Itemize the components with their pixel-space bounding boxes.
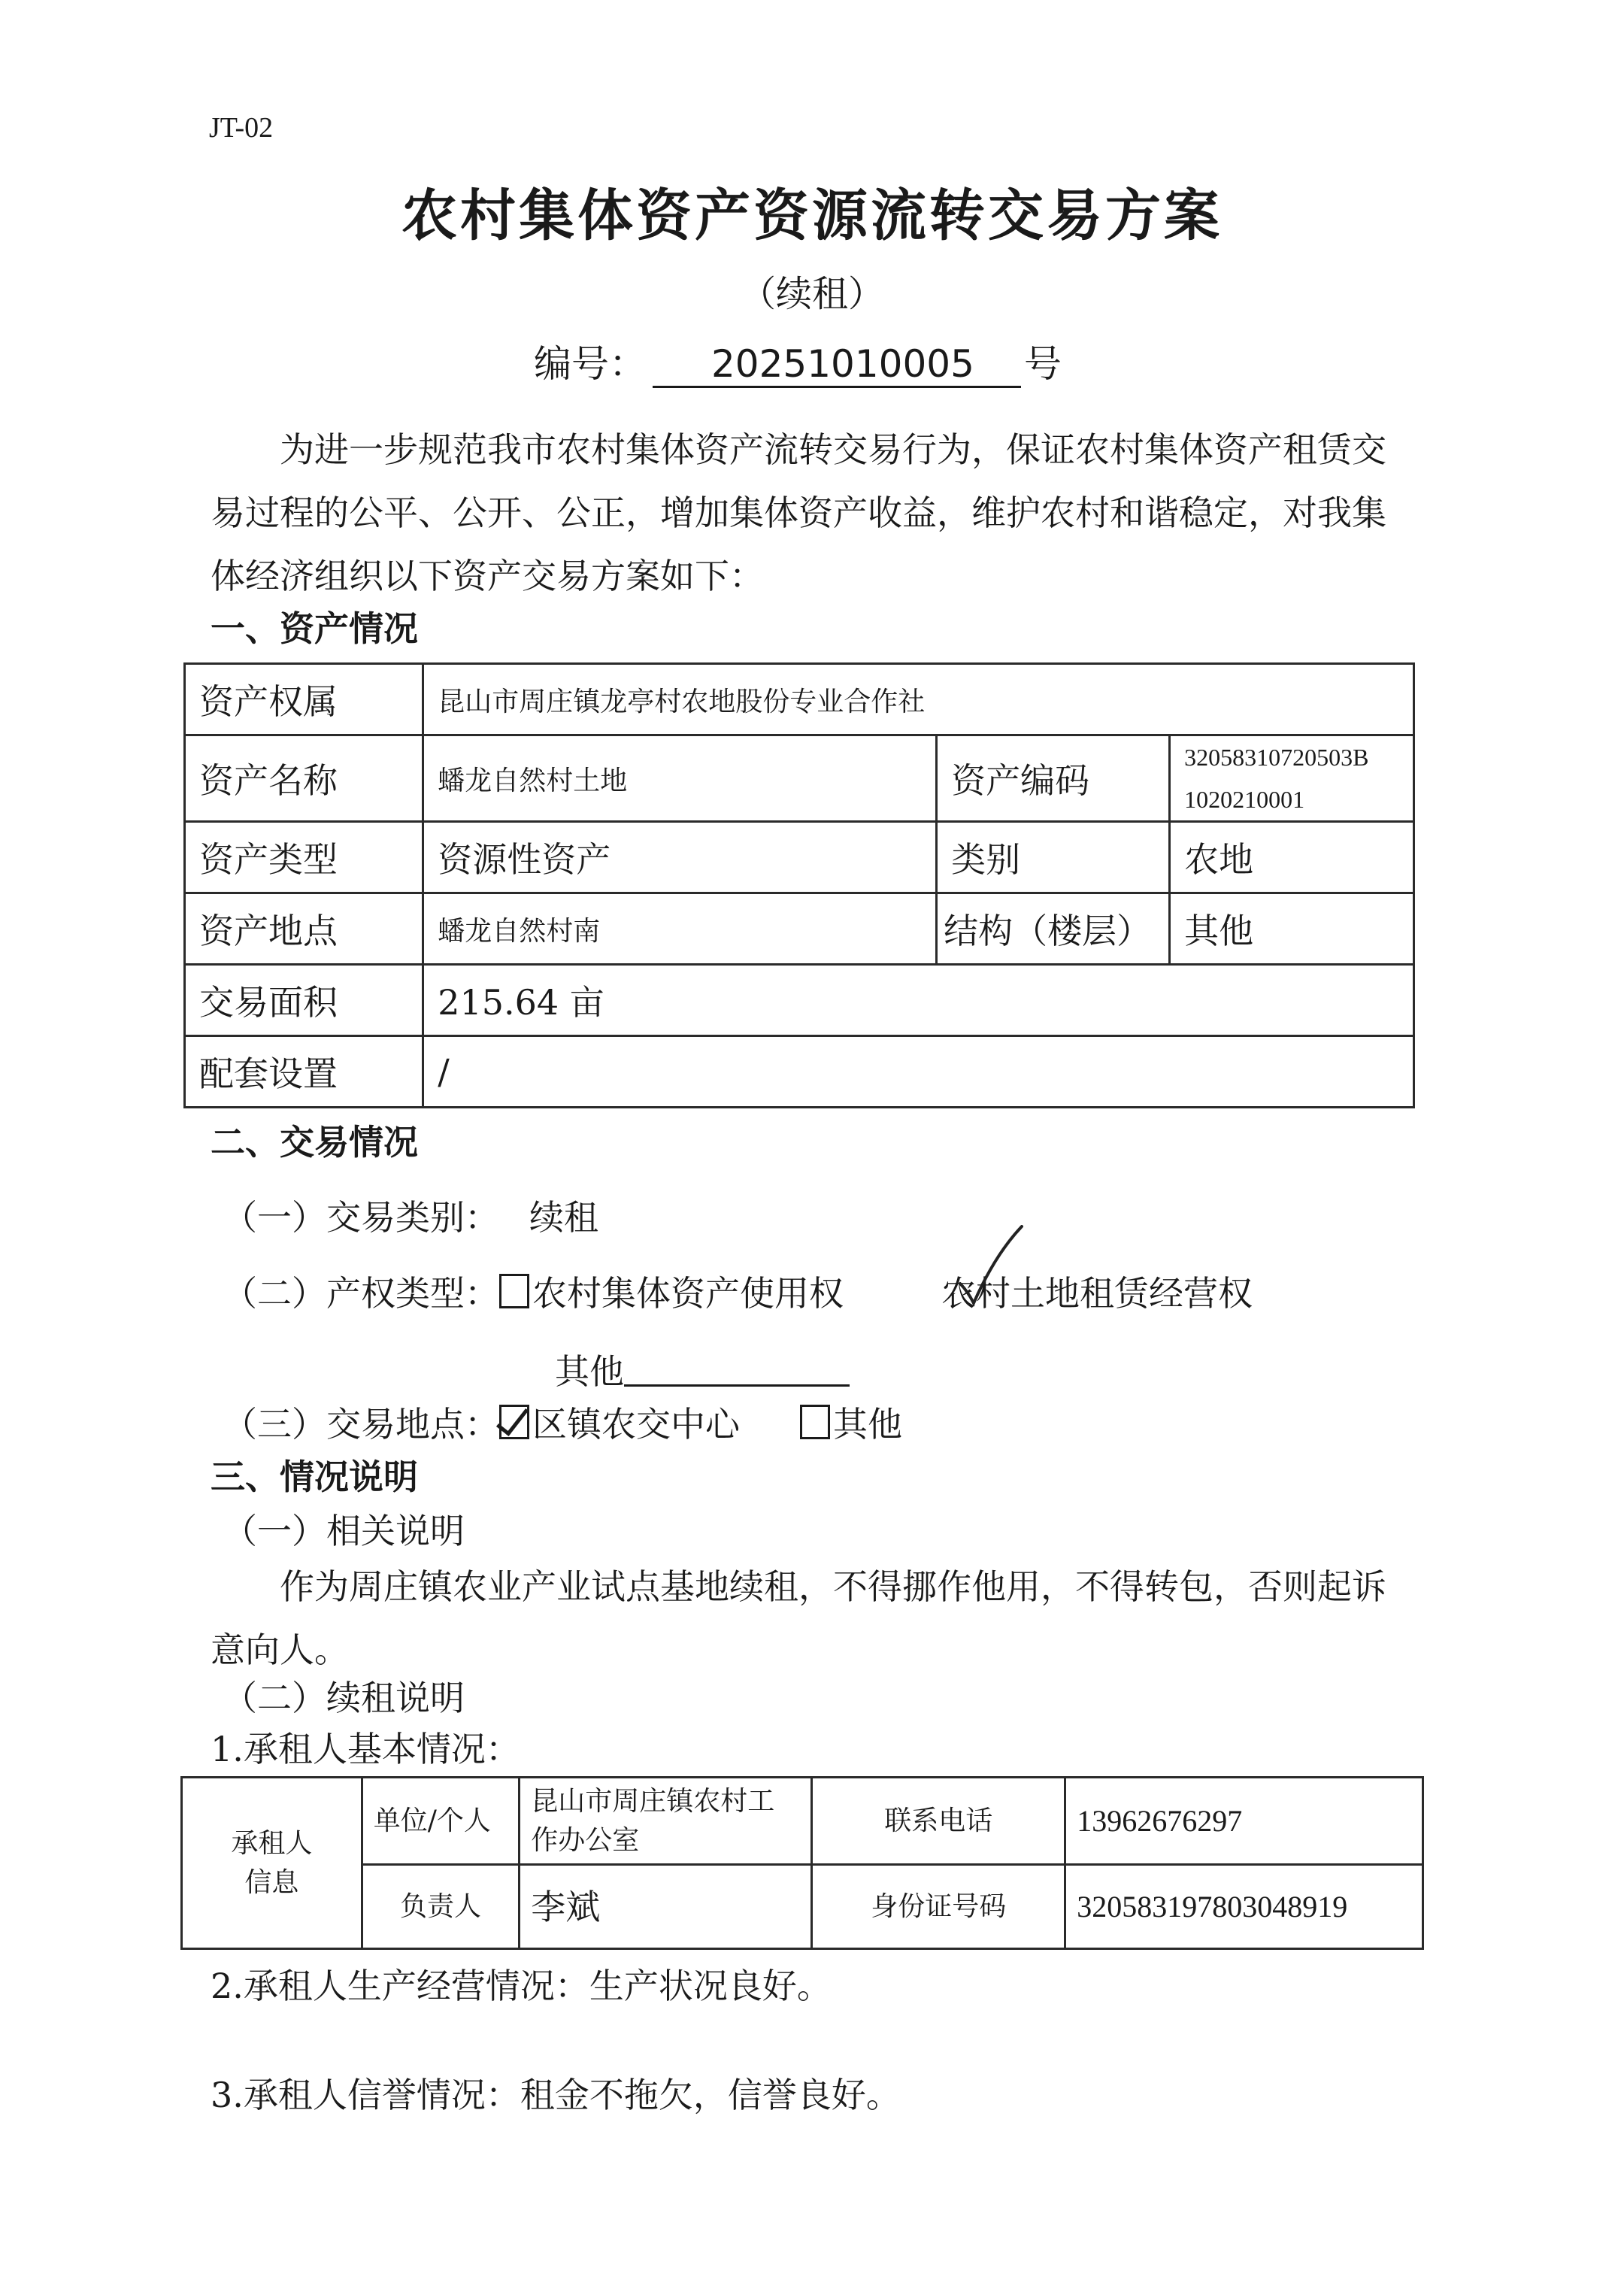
number-label: 编号： [534, 342, 647, 386]
table-row [185, 664, 1414, 735]
table-row [182, 1865, 1423, 1949]
property-other-blank[interactable] [624, 1354, 850, 1387]
sub1-heading: （一）相关说明 [223, 1511, 465, 1551]
asset-type-value: 资源性资产 [423, 822, 937, 893]
asset-code-line2: 1020210001 [1184, 786, 1305, 813]
section1-heading: 一、资产情况 [211, 608, 418, 649]
property-type-label: （二）产权类型： [223, 1273, 499, 1314]
asset-name-label: 资产名称 [185, 735, 423, 822]
document-number [534, 334, 1062, 388]
person-value: 李斌 [520, 1865, 812, 1949]
property-other-line [555, 1345, 850, 1394]
table-row [182, 1778, 1423, 1865]
area-value: 215.64 亩 [423, 965, 1414, 1036]
item1-text: 1.承租人基本情况： [211, 1729, 520, 1769]
option-venue-other: 其他 [833, 1404, 902, 1445]
form-code: JT-02 [209, 112, 274, 144]
phone-value: 13962676297 [1065, 1778, 1423, 1865]
intro-paragraph: 为进一步规范我市农村集体资产流转交易行为，保证农村集体资产租赁交易过程的公平、公开、公正，增加集体资产收益，维护农村和谐稳定，对我集体经济组织以下资产交易方案如下： [211, 429, 1386, 596]
lessee-group-label: 承租人信息 [182, 1778, 362, 1949]
table-row [185, 1036, 1414, 1108]
ownership-label: 资产权属 [185, 664, 423, 735]
checkbox-collective-use-right[interactable] [499, 1274, 529, 1308]
category-value: 农地 [1170, 822, 1414, 893]
option-collective-use-right: 农村集体资产使用权 [532, 1273, 844, 1314]
section3-heading: 三、情况说明 [211, 1457, 418, 1497]
item3-text: 3.承租人信誉情况：租金不拖欠，信誉良好。 [211, 2075, 901, 2115]
property-type-line [223, 1266, 1253, 1316]
asset-code-label: 资产编码 [937, 735, 1170, 822]
category-label: 类别 [937, 822, 1170, 893]
venue-line [223, 1397, 902, 1447]
location-label: 资产地点 [185, 893, 423, 965]
unit-value: 昆山市周庄镇农村工作办公室 [520, 1778, 812, 1865]
asset-table [183, 662, 1415, 1108]
asset-code-line1: 32058310720503B [1184, 744, 1369, 771]
area-label: 交易面积 [185, 965, 423, 1036]
asset-code-value [1170, 735, 1414, 822]
facilities-value: / [423, 1036, 1414, 1108]
structure-value: 其他 [1170, 893, 1414, 965]
item2-text: 2.承租人生产经营情况：生产状况良好。 [211, 1966, 832, 2006]
table-row [185, 822, 1414, 893]
table-row [185, 893, 1414, 965]
sub2-heading: （二）续租说明 [223, 1678, 465, 1718]
number-value: 20251010005 [653, 342, 1021, 388]
document-title: 农村集体资产资源流转交易方案 [401, 183, 1223, 248]
section2-heading: 二、交易情况 [211, 1122, 418, 1163]
facilities-label: 配套设置 [185, 1036, 423, 1108]
checkbox-venue-other[interactable] [800, 1405, 830, 1439]
number-suffix: 号 [1024, 342, 1062, 386]
asset-name-value: 蟠龙自然村土地 [423, 735, 937, 822]
property-other-label: 其他 [555, 1351, 624, 1392]
phone-label: 联系电话 [812, 1778, 1065, 1865]
lessee-table [180, 1776, 1424, 1950]
trade-type-line [223, 1190, 598, 1240]
ownership-value: 昆山市周庄镇龙亭村农地股份专业合作社 [423, 664, 1414, 735]
structure-label: 结构（楼层） [937, 893, 1170, 965]
venue-label: （三）交易地点： [223, 1404, 499, 1445]
option-town-center: 区镇农交中心 [532, 1404, 740, 1445]
checkbox-town-center-checked[interactable] [499, 1405, 529, 1439]
trade-type-label: （一）交易类别： [223, 1197, 499, 1238]
trade-type-value: 续租 [529, 1197, 598, 1238]
location-value: 蟠龙自然村南 [423, 893, 937, 965]
id-label: 身份证号码 [812, 1865, 1065, 1949]
document-subtitle: （续租） [739, 273, 884, 315]
table-row [185, 965, 1414, 1036]
handwritten-check-icon [957, 1225, 1025, 1315]
table-row [185, 735, 1414, 822]
id-value: 320583197803048919 [1065, 1865, 1423, 1949]
person-label: 负责人 [362, 1865, 520, 1949]
sub1-text: 作为周庄镇农业产业试点基地续租，不得挪作他用，不得转包，否则起诉意向人。 [211, 1566, 1386, 1670]
asset-type-label: 资产类型 [185, 822, 423, 893]
unit-label: 单位/个人 [362, 1778, 520, 1865]
option-land-lease-right: 农村土地租赁经营权 [941, 1273, 1253, 1314]
